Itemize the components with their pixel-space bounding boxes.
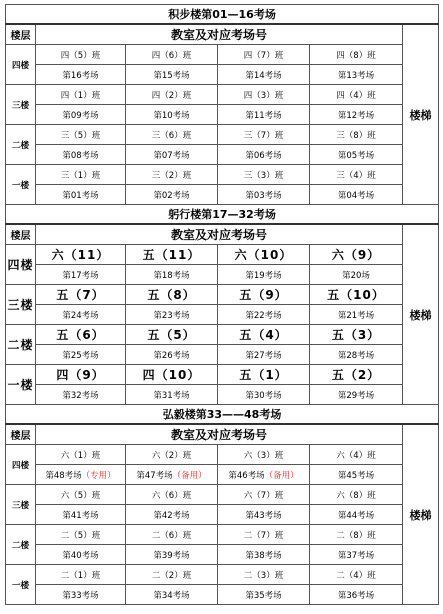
class-name-cell: 二（6）班 bbox=[126, 525, 218, 545]
room-row bbox=[6, 265, 439, 285]
room-row bbox=[6, 105, 439, 125]
building-title-row bbox=[6, 205, 439, 225]
class-row bbox=[6, 85, 439, 105]
room-number: 第34考场 bbox=[153, 590, 190, 601]
room-number-cell bbox=[36, 585, 126, 605]
room-number-cell bbox=[126, 105, 218, 125]
class-name-cell: 二（1）班 bbox=[36, 565, 126, 585]
building-title-row bbox=[6, 5, 439, 25]
room-number-cell bbox=[310, 545, 403, 565]
room-number-cell bbox=[218, 105, 310, 125]
floor-label: 一楼 bbox=[6, 165, 36, 205]
room-number: 第31考场 bbox=[153, 390, 190, 401]
room-number: 第33考场 bbox=[62, 590, 99, 601]
class-row bbox=[6, 485, 439, 505]
room-number: 第43考场 bbox=[245, 510, 282, 521]
class-name-cell: 五（4） bbox=[218, 325, 310, 345]
class-name-cell: 二（4）班 bbox=[310, 565, 403, 585]
column-header-row bbox=[6, 24, 439, 45]
room-number: 第17考场 bbox=[62, 270, 99, 281]
class-row bbox=[6, 565, 439, 585]
room-number: 第18考场 bbox=[153, 270, 190, 281]
room-number-cell bbox=[36, 305, 126, 325]
room-number: 第05考场 bbox=[337, 150, 375, 161]
class-name-cell: 四（1）班 bbox=[36, 85, 126, 105]
room-number-cell bbox=[126, 265, 218, 285]
room-number-cell bbox=[218, 305, 310, 325]
floor-label: 一楼 bbox=[6, 565, 36, 605]
room-number-cell bbox=[36, 185, 126, 205]
room-number-cell bbox=[310, 585, 403, 605]
room-number: 第32考场 bbox=[62, 390, 99, 401]
class-row bbox=[6, 525, 439, 545]
room-number: 第35考场 bbox=[245, 590, 282, 601]
room-number: 第02考场 bbox=[153, 190, 190, 201]
class-name-cell: 五（8） bbox=[126, 285, 218, 305]
room-number: 第44考场 bbox=[337, 510, 375, 521]
room-number: 第40考场 bbox=[62, 550, 99, 561]
class-row bbox=[6, 45, 439, 65]
room-number: 第16考场 bbox=[62, 70, 99, 81]
floor-label: 二楼 bbox=[6, 125, 36, 165]
room-number-cell bbox=[310, 145, 403, 165]
floor-label: 四楼 bbox=[6, 245, 36, 285]
room-number-cell bbox=[218, 145, 310, 165]
room-number-cell bbox=[310, 505, 403, 525]
class-name-cell: 五（10） bbox=[310, 285, 403, 305]
class-name-cell: 四（2）班 bbox=[126, 85, 218, 105]
room-number-cell bbox=[126, 545, 218, 565]
room-number-cell bbox=[218, 465, 310, 485]
room-number: 第11考场 bbox=[245, 110, 282, 121]
building-title: 躬行楼第17—32考场 bbox=[6, 205, 439, 225]
room-note: （专用） bbox=[81, 470, 116, 481]
room-number: 第30考场 bbox=[245, 390, 282, 401]
rooms-header: 教室及对应考场号 bbox=[36, 424, 403, 445]
room-number-cell bbox=[36, 505, 126, 525]
building-title-row bbox=[6, 405, 439, 425]
floor-label: 一楼 bbox=[6, 365, 36, 405]
building-title: 弘毅楼第33——48考场 bbox=[6, 405, 439, 425]
room-number: 第24考场 bbox=[62, 310, 99, 321]
room-row bbox=[6, 385, 439, 405]
room-row bbox=[6, 545, 439, 565]
class-name-cell: 三（4）班 bbox=[310, 165, 403, 185]
room-number: 第08考场 bbox=[62, 150, 99, 161]
floor-header: 楼层 bbox=[6, 24, 36, 45]
class-name-cell: 二（2）班 bbox=[126, 565, 218, 585]
room-number: 第12考场 bbox=[337, 110, 375, 121]
room-number: 第37考场 bbox=[337, 550, 375, 561]
class-name-cell: 二（5）班 bbox=[36, 525, 126, 545]
room-number-cell bbox=[36, 345, 126, 365]
room-number: 第01考场 bbox=[62, 190, 99, 201]
room-number: 第39考场 bbox=[153, 550, 190, 561]
exam-room-table bbox=[5, 4, 439, 605]
room-number-cell bbox=[36, 545, 126, 565]
room-number-cell bbox=[126, 465, 218, 485]
room-number: 第15考场 bbox=[153, 70, 190, 81]
class-name-cell: 二（8）班 bbox=[310, 525, 403, 545]
room-number-cell bbox=[218, 385, 310, 405]
room-row bbox=[6, 345, 439, 365]
room-number-cell bbox=[310, 345, 403, 365]
class-name-cell: 四（10） bbox=[126, 365, 218, 385]
room-number-cell bbox=[310, 385, 403, 405]
room-number: 第10考场 bbox=[153, 110, 190, 121]
class-row bbox=[6, 245, 439, 265]
floor-label: 四楼 bbox=[6, 445, 36, 485]
class-name-cell: 六（6）班 bbox=[126, 485, 218, 505]
room-number: 第27考场 bbox=[245, 350, 282, 361]
class-name-cell: 五（3） bbox=[310, 325, 403, 345]
room-number-cell bbox=[36, 65, 126, 85]
room-number-cell bbox=[218, 345, 310, 365]
class-name-cell: 四（5）班 bbox=[36, 45, 126, 65]
class-name-cell: 六（5）班 bbox=[36, 485, 126, 505]
rooms-header: 教室及对应考场号 bbox=[36, 24, 403, 45]
room-number: 第22考场 bbox=[245, 310, 282, 321]
class-name-cell: 五（1） bbox=[218, 365, 310, 385]
room-number: 第36考场 bbox=[337, 590, 375, 601]
class-name-cell: 五（11） bbox=[126, 245, 218, 265]
room-number: 第14考场 bbox=[245, 70, 282, 81]
room-number: 第04考场 bbox=[337, 190, 375, 201]
room-number-cell bbox=[218, 65, 310, 85]
room-number-cell bbox=[36, 385, 126, 405]
class-name-cell: 六（9） bbox=[310, 245, 403, 265]
room-number-cell bbox=[310, 305, 403, 325]
room-number-cell bbox=[126, 145, 218, 165]
floor-header: 楼层 bbox=[6, 424, 36, 445]
room-number: 第25考场 bbox=[62, 350, 99, 361]
class-name-cell: 三（5）班 bbox=[36, 125, 126, 145]
room-number: 第23考场 bbox=[153, 310, 190, 321]
room-number-cell bbox=[310, 465, 403, 485]
class-name-cell: 三（1）班 bbox=[36, 165, 126, 185]
class-name-cell: 五（9） bbox=[218, 285, 310, 305]
class-name-cell: 五（5） bbox=[126, 325, 218, 345]
room-number: 第46考场 bbox=[228, 470, 265, 481]
room-number: 第41考场 bbox=[62, 510, 99, 521]
room-number: 第06考场 bbox=[245, 150, 282, 161]
room-row bbox=[6, 145, 439, 165]
room-number-cell bbox=[126, 305, 218, 325]
room-number: 第03考场 bbox=[245, 190, 282, 201]
room-number: 第29考场 bbox=[337, 390, 375, 401]
class-row bbox=[6, 285, 439, 305]
floor-label: 四楼 bbox=[6, 45, 36, 85]
room-number: 第19考场 bbox=[245, 270, 282, 281]
column-header-row bbox=[6, 424, 439, 445]
stairs-label: 楼梯 bbox=[403, 224, 439, 405]
room-note: （备用） bbox=[172, 470, 207, 481]
stairs-label: 楼梯 bbox=[403, 424, 439, 605]
class-row bbox=[6, 445, 439, 465]
class-name-cell: 四（9） bbox=[36, 365, 126, 385]
class-name-cell: 三（7）班 bbox=[218, 125, 310, 145]
room-number-cell bbox=[218, 185, 310, 205]
room-number-cell bbox=[310, 185, 403, 205]
class-name-cell: 六（3）班 bbox=[218, 445, 310, 465]
room-row bbox=[6, 585, 439, 605]
room-row bbox=[6, 65, 439, 85]
room-number-cell bbox=[126, 585, 218, 605]
class-row bbox=[6, 165, 439, 185]
floor-label: 二楼 bbox=[6, 325, 36, 365]
floor-header: 楼层 bbox=[6, 224, 36, 245]
class-name-cell: 四（4）班 bbox=[310, 85, 403, 105]
class-name-cell: 四（6）班 bbox=[126, 45, 218, 65]
room-number-cell bbox=[218, 265, 310, 285]
room-number-cell bbox=[310, 65, 403, 85]
room-number-cell bbox=[36, 465, 126, 485]
room-number: 第26考场 bbox=[153, 350, 190, 361]
class-name-cell: 六（11） bbox=[36, 245, 126, 265]
room-number-cell bbox=[126, 65, 218, 85]
stairs-label: 楼梯 bbox=[403, 24, 439, 205]
class-name-cell: 四（7）班 bbox=[218, 45, 310, 65]
room-number: 第47考场 bbox=[136, 470, 173, 481]
class-name-cell: 三（6）班 bbox=[126, 125, 218, 145]
column-header-row bbox=[6, 224, 439, 245]
class-row bbox=[6, 365, 439, 385]
room-number: 第09考场 bbox=[62, 110, 99, 121]
class-name-cell: 六（4）班 bbox=[310, 445, 403, 465]
room-row bbox=[6, 305, 439, 325]
room-number: 第21考场 bbox=[337, 310, 375, 321]
building-title: 积步楼第01—16考场 bbox=[6, 5, 439, 25]
room-number-cell bbox=[126, 505, 218, 525]
class-name-cell: 五（2） bbox=[310, 365, 403, 385]
room-number-cell bbox=[126, 385, 218, 405]
class-name-cell: 六（8）班 bbox=[310, 485, 403, 505]
class-name-cell: 二（7）班 bbox=[218, 525, 310, 545]
room-number: 第42考场 bbox=[153, 510, 190, 521]
room-number-cell bbox=[36, 265, 126, 285]
class-name-cell: 二（3）班 bbox=[218, 565, 310, 585]
room-number: 第13考场 bbox=[337, 70, 375, 81]
room-row bbox=[6, 465, 439, 485]
floor-label: 三楼 bbox=[6, 485, 36, 525]
class-name-cell: 四（8）班 bbox=[310, 45, 403, 65]
floor-label: 二楼 bbox=[6, 525, 36, 565]
room-number-cell bbox=[310, 265, 403, 285]
room-number-cell bbox=[36, 145, 126, 165]
room-number: 第20场 bbox=[342, 270, 370, 281]
class-name-cell: 三（3）班 bbox=[218, 165, 310, 185]
room-number-cell bbox=[218, 505, 310, 525]
room-row bbox=[6, 505, 439, 525]
class-name-cell: 六（2）班 bbox=[126, 445, 218, 465]
room-note: （备用） bbox=[264, 470, 299, 481]
class-name-cell: 三（8）班 bbox=[310, 125, 403, 145]
room-number: 第28考场 bbox=[337, 350, 375, 361]
class-name-cell: 六（7）班 bbox=[218, 485, 310, 505]
class-name-cell: 四（3）班 bbox=[218, 85, 310, 105]
class-row bbox=[6, 125, 439, 145]
room-number-cell bbox=[126, 185, 218, 205]
class-name-cell: 五（6） bbox=[36, 325, 126, 345]
room-number: 第38考场 bbox=[245, 550, 282, 561]
room-number-cell bbox=[310, 105, 403, 125]
class-name-cell: 五（7） bbox=[36, 285, 126, 305]
class-name-cell: 六（1）班 bbox=[36, 445, 126, 465]
room-row bbox=[6, 185, 439, 205]
class-name-cell: 六（10） bbox=[218, 245, 310, 265]
room-number-cell bbox=[36, 105, 126, 125]
room-number: 第48考场 bbox=[45, 470, 82, 481]
class-name-cell: 三（2）班 bbox=[126, 165, 218, 185]
room-number-cell bbox=[126, 345, 218, 365]
room-number: 第45考场 bbox=[337, 470, 375, 481]
room-number: 第07考场 bbox=[153, 150, 190, 161]
floor-label: 三楼 bbox=[6, 285, 36, 325]
class-row bbox=[6, 325, 439, 345]
rooms-header: 教室及对应考场号 bbox=[36, 224, 403, 245]
room-number-cell bbox=[218, 545, 310, 565]
room-number-cell bbox=[218, 585, 310, 605]
floor-label: 三楼 bbox=[6, 85, 36, 125]
